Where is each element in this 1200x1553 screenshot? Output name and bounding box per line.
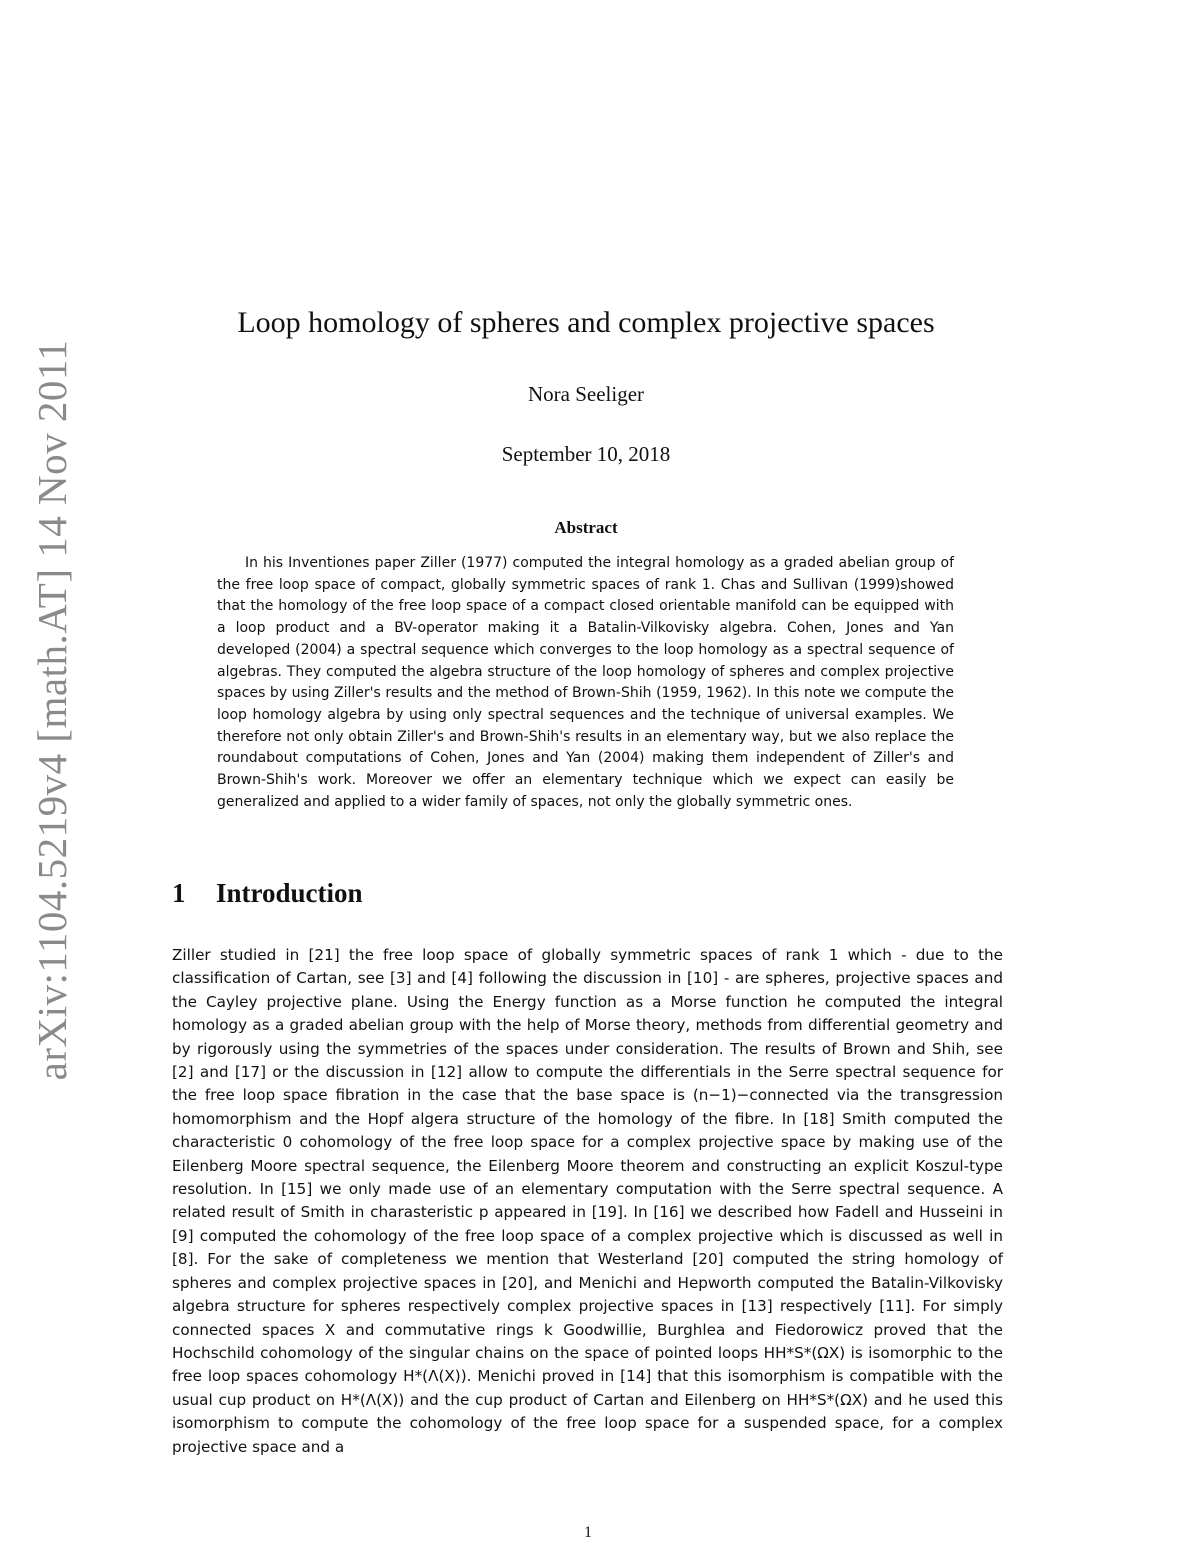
section-title: Introduction xyxy=(216,878,363,908)
section-number: 1 xyxy=(172,878,186,908)
paper-author: Nora Seeliger xyxy=(527,382,645,406)
paper-date: September 10, 2018 xyxy=(501,442,671,466)
abstract-text: In his Inventiones paper Ziller (1977) computed the integral homology as a graded abelian group of the free loop space of compact, globally symmetric spaces of rank 1. Chas and Sullivan (1999)showed that the homology of the free loop space of a compact closed orientable manifold can be equipped with a loop product and a BV-operator making it a Batalin-Vilkovisky algebra. Cohen, Jones and Yan developed (2004) a spectral sequence which converges to the loop homology as a spectral sequence of algebras. They computed the algebra structure of the loop homology of spheres and complex projective spaces by using Ziller's results and the method of Brown-Shih (1959, 1962). In this note we compute the loop homology algebra by using only spectral sequences and the technique of universal examples. We therefore not only obtain Ziller's and Brown-Shih's results in an elementary way, but we also replace the roundabout computations of Cohen, Jones and Yan (2004) making them independent of Ziller's and Brown-Shih's work. Moreover we offer an elementary technique which we expect can easily be generalized and applied to a wider family of spaces, not only the globally symmetric ones. xyxy=(217,555,954,810)
page-number: 1 xyxy=(584,1524,592,1541)
abstract-heading: Abstract xyxy=(554,518,618,537)
section-heading xyxy=(172,878,363,909)
paper-title: Loop homology of spheres and complex projective spaces xyxy=(237,306,935,339)
arxiv-identifier: arXiv:1104.5219v4 [math.AT] 14 Nov 2011 xyxy=(29,339,75,1081)
introduction-text: Ziller studied in [21] the free loop space of globally symmetric spaces of rank 1 which - due to the classification of Cartan, see [3] and [4] following the discussion in [10] - are spheres, projective spaces and the Cayley projective plane. Using the Energy function as a Morse function he computed the integral homology as a graded abelian group with the help of Morse theory, methods from differential geometry and by rigorously using the symmetries of the spaces under consideration. The results of Brown and Shih, see [2] and [17] or the discussion in [12] allow to compute the differentials in the Serre spectral sequence for the free loop space fibration in the case that the base space is (n−1)−connected via the transgression homomorphism and the Hopf algera structure of the homology of the fibre. In [18] Smith computed the characteristic 0 cohomology of the free loop space for a complex projective space by making use of the Eilenberg Moore spectral sequence, the Eilenberg Moore theorem and constructing an explicit Koszul-type resolution. In [15] we only made use of an elementary computation with the Serre spectral sequence. A related result of Smith in charasteristic p appeared in [19]. In [16] we described how Fadell and Husseini in [9] computed the cohomology of the free loop space of a complex projective which is discussed as well in [8]. For the sake of completeness we mention that Westerland [20] computed the string homology of spheres and complex projective spaces in [20], and Menichi and Hepworth computed the Batalin-Vilkovisky algebra structure for spheres respectively complex projective spaces in [13] respectively [11]. For simply connected spaces X and commutative rings k Goodwillie, Burghlea and Fiedorowicz proved that the Hochschild cohomology of the singular chains on the space of pointed loops HH*S*(ΩX) is isomorphic to the free loop spaces cohomology H*(Λ(X)). Menichi proved in [14] that this isomorphism is compatible with the usual cup product on H*(Λ(X)) and the cup product of Cartan and Eilenberg on HH*S*(ΩX) and he used this isomorphism to compute the cohomology of the free loop space for a suspended space, for a complex projective space and a xyxy=(172,946,1003,1456)
